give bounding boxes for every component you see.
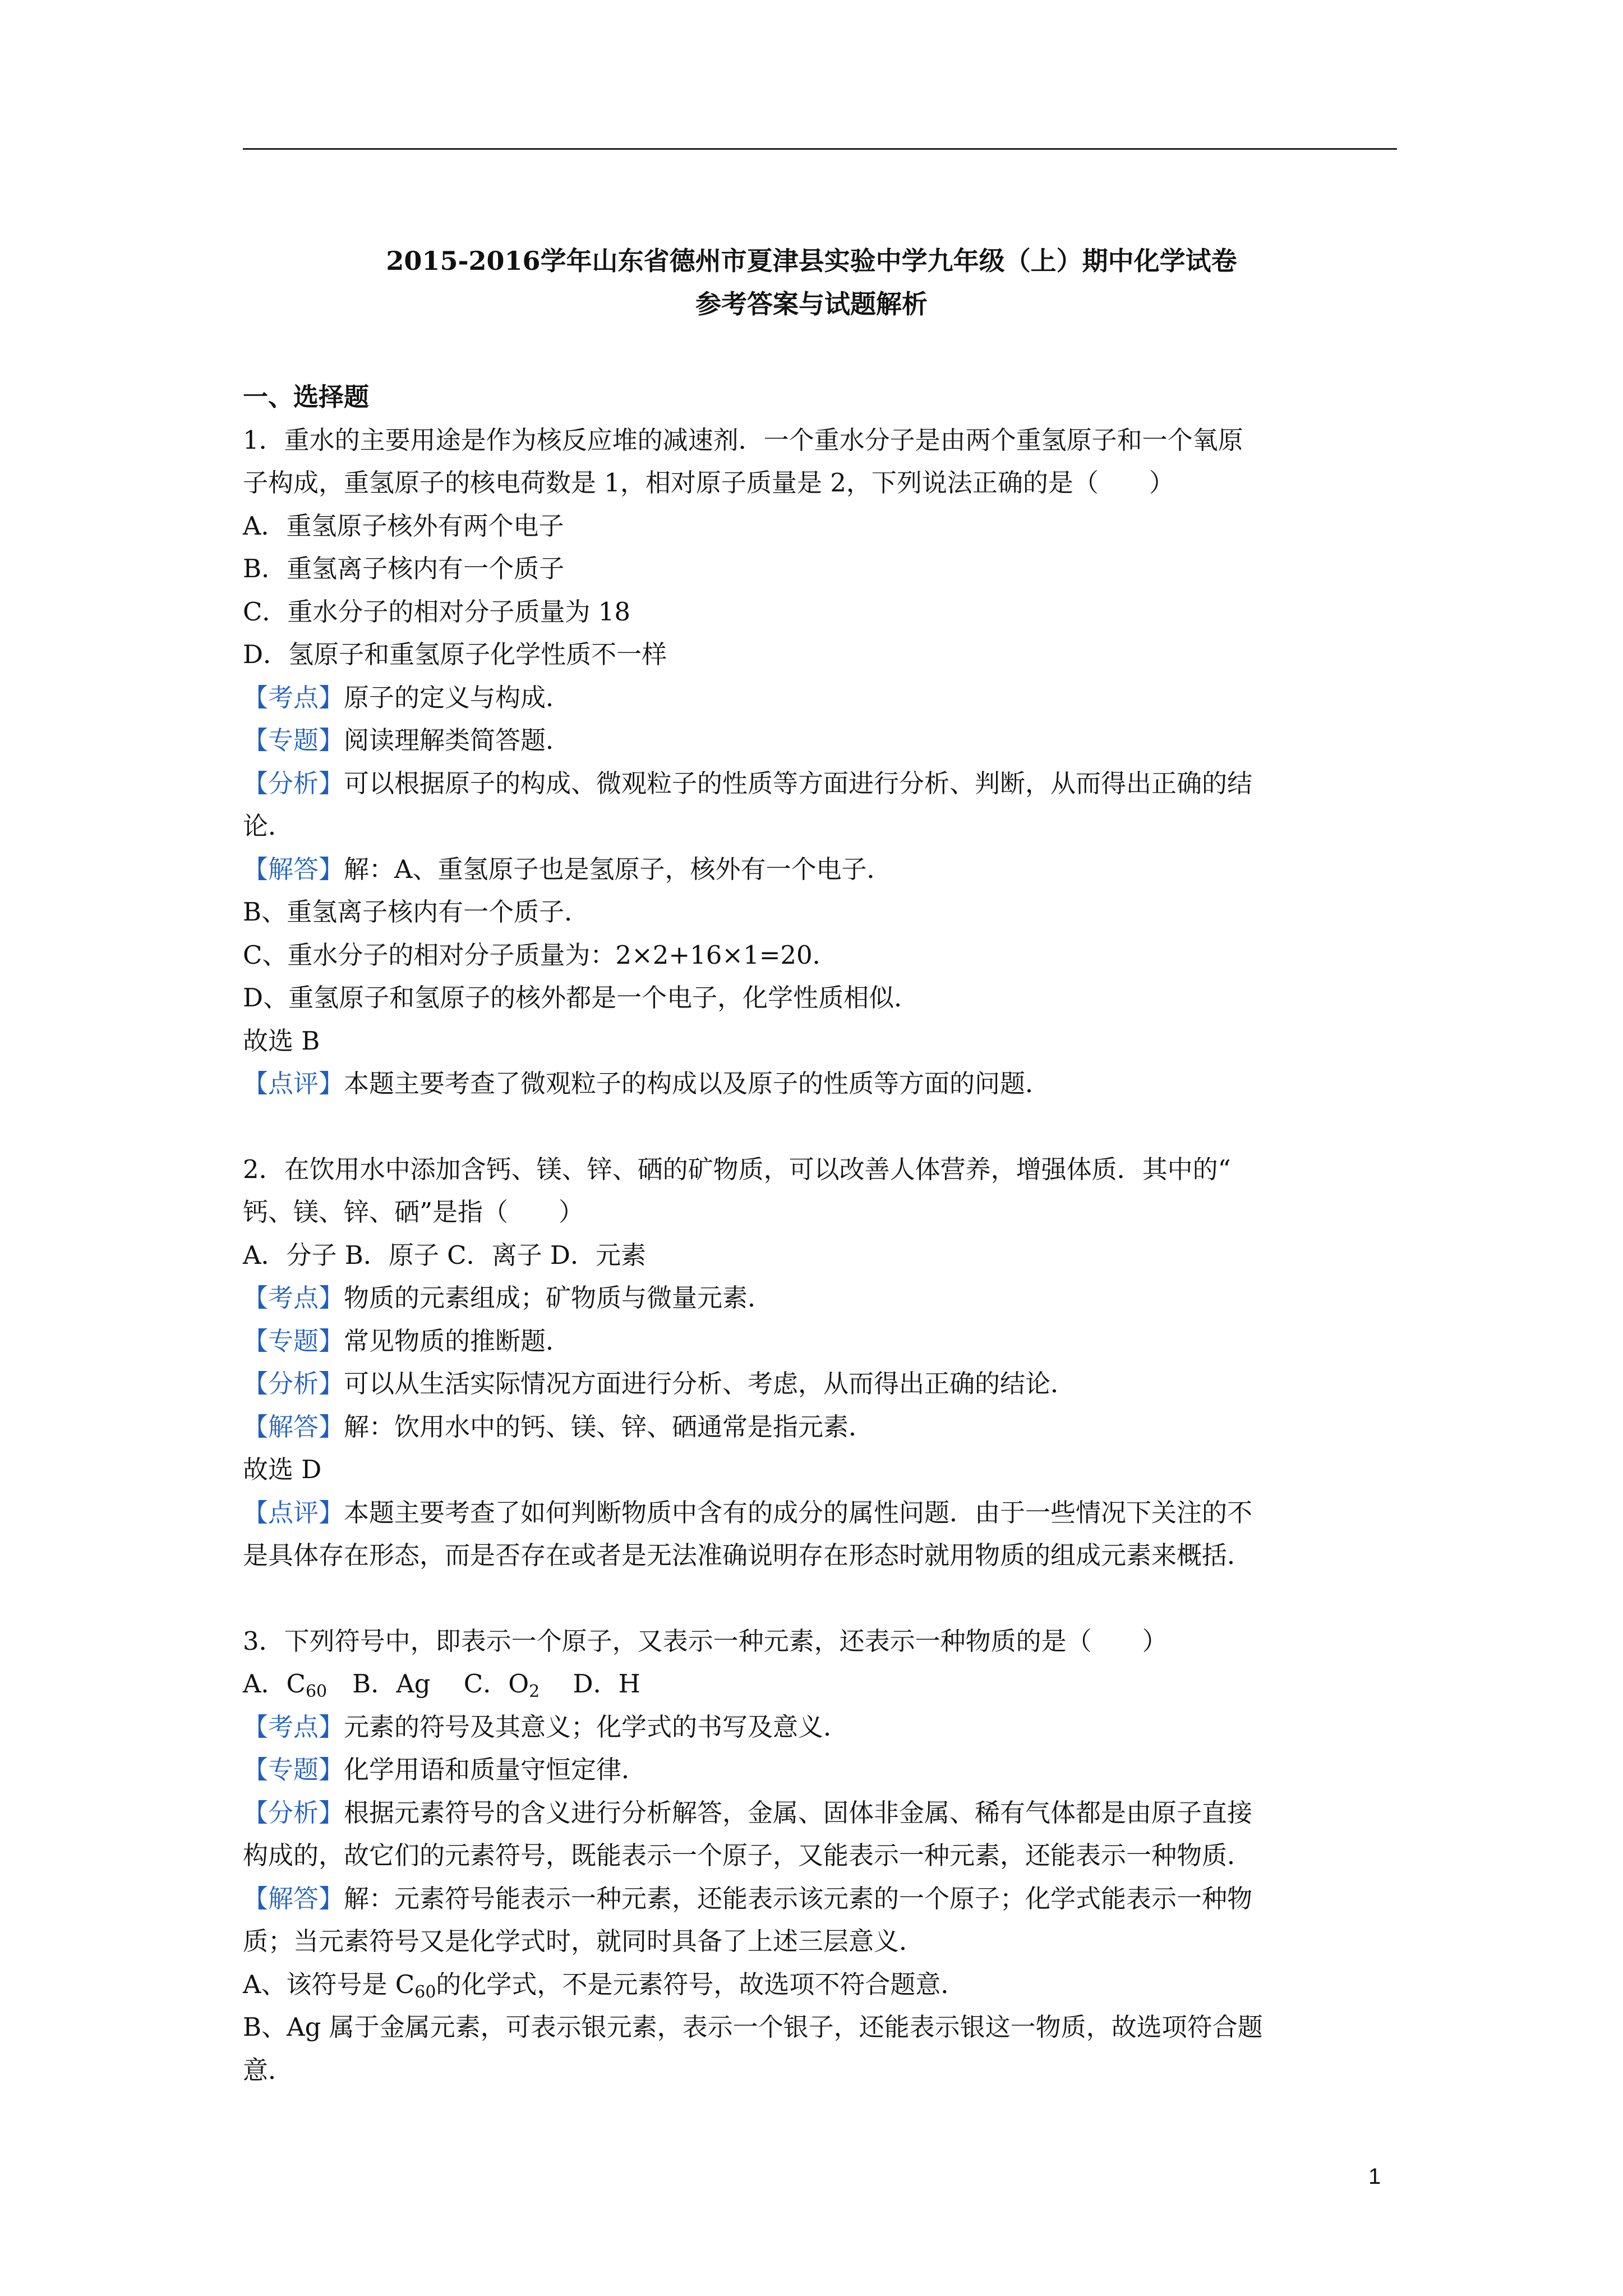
fenxi-tag: 【分析】 — [243, 1797, 344, 1828]
kaodian-tag: 【考点】 — [243, 1711, 344, 1742]
zhuanti-tag: 【专题】 — [243, 1755, 344, 1784]
zhuanti-tag: 【专题】 — [243, 725, 344, 755]
header-rule — [243, 148, 1397, 150]
q2-options: A．分子 B．原子 C．离子 D．元素 — [243, 1240, 646, 1270]
q3-answer-b-line2: 意． — [243, 2055, 294, 2085]
q2-zhuanti-text: 常见物质的推断题． — [344, 1326, 571, 1356]
q3-fenxi — [243, 1792, 1398, 1835]
jieda-tag: 【解答】 — [243, 1411, 344, 1442]
q1-stem-line2: 子构成，重氢原子的核电荷数是 1，相对原子质量是 2，下列说法正确的是（ ） — [243, 468, 1174, 498]
q1-fenxi-text: 可以根据原子的构成、微观粒子的性质等方面进行分析、判断，从而得出正确的结 — [344, 768, 1253, 798]
q3-answer-a-pre: A、该符号是 C — [243, 1969, 415, 1999]
q3-option-d: D．H — [540, 1669, 640, 1699]
q1-zhuanti-text: 阅读理解类简答题． — [344, 725, 571, 755]
q2-jieda-text: 解：饮用水中的钙、镁、锌、硒通常是指元素． — [344, 1411, 874, 1442]
q2-dianping — [243, 1492, 1398, 1535]
q3-jieda — [243, 1878, 1398, 1921]
q2-zhuanti — [243, 1320, 1398, 1363]
q3-fenxi-line2: 构成的，故它们的元素符号，既能表示一个原子，又能表示一种元素，还能表示一种物质． — [243, 1841, 1253, 1870]
q1-answer-line-c: C、重水分子的相对分子质量为：2×2+16×1=20． — [243, 940, 838, 970]
page-number: 1 — [1368, 2164, 1381, 2189]
q3-stem: 3．下列符号中，即表示一个原子，又表示一种元素，还表示一种物质的是（ ） — [243, 1626, 1168, 1656]
section-title: 一、选择题 — [243, 382, 370, 412]
spacer — [243, 1106, 1398, 1148]
q2-kaodian — [243, 1277, 1398, 1320]
document-subtitle: 参考答案与试题解析 — [695, 289, 928, 319]
q3-options — [243, 1663, 1398, 1706]
fenxi-tag: 【分析】 — [243, 1369, 344, 1398]
q3-option-bc: B．Ag C．O — [327, 1669, 529, 1699]
q3-option-a: A．C — [243, 1669, 306, 1699]
q1-kaodian-text: 原子的定义与构成． — [344, 682, 571, 712]
q1-option-c: C．重水分子的相对分子质量为 18 — [243, 596, 630, 627]
q1-option-d: D．氢原子和重氢原子化学性质不一样 — [243, 639, 667, 669]
dianping-tag: 【点评】 — [243, 1069, 344, 1098]
kaodian-tag: 【考点】 — [243, 1283, 344, 1313]
q1-dianping — [243, 1062, 1398, 1106]
q3-kaodian — [243, 1706, 1398, 1749]
q2-choice: 故选 D — [243, 1455, 322, 1484]
q1-dianping-text: 本题主要考查了微观粒子的构成以及原子的性质等方面的问题． — [344, 1069, 1051, 1098]
q3-zhuanti — [243, 1749, 1398, 1792]
q2-fenxi — [243, 1363, 1398, 1406]
q1-jieda-text: 解：A、重氢原子也是氢原子，核外有一个电子． — [344, 854, 892, 884]
q2-fenxi-text: 可以从生活实际情况方面进行分析、考虑，从而得出正确的结论． — [344, 1369, 1076, 1398]
q1-answer-line-b: B、重氢离子核内有一个质子． — [243, 897, 590, 927]
q3-answer-b-line1: B、Ag 属于金属元素，可表示银元素，表示一个银子，还能表示银这一物质，故选项符合题 — [243, 2012, 1263, 2042]
q3-fenxi-text: 根据元素符号的含义进行分析解答，金属、固体非金属、稀有气体都是由原子直接 — [344, 1797, 1253, 1828]
q3-answer-a-post: 的化学式，不是元素符号，故选项不符合题意． — [436, 1969, 966, 1999]
q1-option-b: B．重氢离子核内有一个质子 — [243, 554, 565, 583]
q2-stem-line1: 2．在饮用水中添加含钙、镁、锌、硒的矿物质，可以改善人体营养，增强体质．其中的“ — [243, 1154, 1231, 1184]
kaodian-tag: 【考点】 — [243, 682, 344, 712]
q1-jieda — [243, 848, 1398, 891]
q3-answer-a — [243, 1963, 1398, 2007]
document-body — [243, 376, 1398, 2092]
q2-jieda — [243, 1406, 1398, 1449]
q3-jieda-line2: 质；当元素符号又是化学式时，就同时具备了上述三层意义． — [243, 1926, 925, 1956]
fenxi-tag: 【分析】 — [243, 768, 344, 798]
document-title: 2015-2016学年山东省德州市夏津县实验中学九年级（上）期中化学试卷 — [386, 246, 1237, 276]
q3-jieda-text: 解：元素符号能表示一种元素，还能表示该元素的一个原子；化学式能表示一种物 — [344, 1883, 1253, 1913]
q1-choice: 故选 B — [243, 1025, 320, 1056]
q2-dianping-line2: 是具体存在形态，而是否存在或者是无法准确说明存在形态时就用物质的组成元素来概括． — [243, 1540, 1253, 1570]
zhuanti-tag: 【专题】 — [243, 1326, 344, 1356]
q1-answer-line-d: D、重氢原子和氢原子的核外都是一个电子，化学性质相似． — [243, 983, 920, 1013]
q3-kaodian-text: 元素的符号及其意义；化学式的书写及意义． — [344, 1711, 849, 1742]
spacer — [243, 1577, 1398, 1620]
q2-kaodian-text: 物质的元素组成；矿物质与微量元素． — [344, 1283, 773, 1313]
q3-zhuanti-text: 化学用语和质量守恒定律． — [344, 1755, 647, 1784]
q1-stem-line1: 1．重水的主要用途是作为核反应堆的减速剂．一个重水分子是由两个重氢原子和一个氧原 — [243, 425, 1243, 455]
q1-zhuanti — [243, 719, 1398, 762]
jieda-tag: 【解答】 — [243, 1883, 344, 1913]
q2-dianping-text: 本题主要考查了如何判断物质中含有的成分的属性问题．由于一些情况下关注的不 — [344, 1497, 1253, 1527]
q3-option-a-sub: 60 — [305, 1682, 328, 1701]
q1-fenxi-line2: 论． — [243, 811, 294, 841]
dianping-tag: 【点评】 — [243, 1497, 344, 1527]
q1-option-a: A．重氢原子核外有两个电子 — [243, 510, 564, 541]
jieda-tag: 【解答】 — [243, 854, 344, 884]
q1-kaodian — [243, 677, 1398, 720]
q3-answer-a-sub: 60 — [414, 1982, 436, 2002]
q2-stem-line2: 钙、镁、锌、硒”是指（ ） — [243, 1197, 584, 1227]
q1-fenxi — [243, 762, 1398, 806]
q3-option-c-sub: 2 — [529, 1682, 540, 1701]
